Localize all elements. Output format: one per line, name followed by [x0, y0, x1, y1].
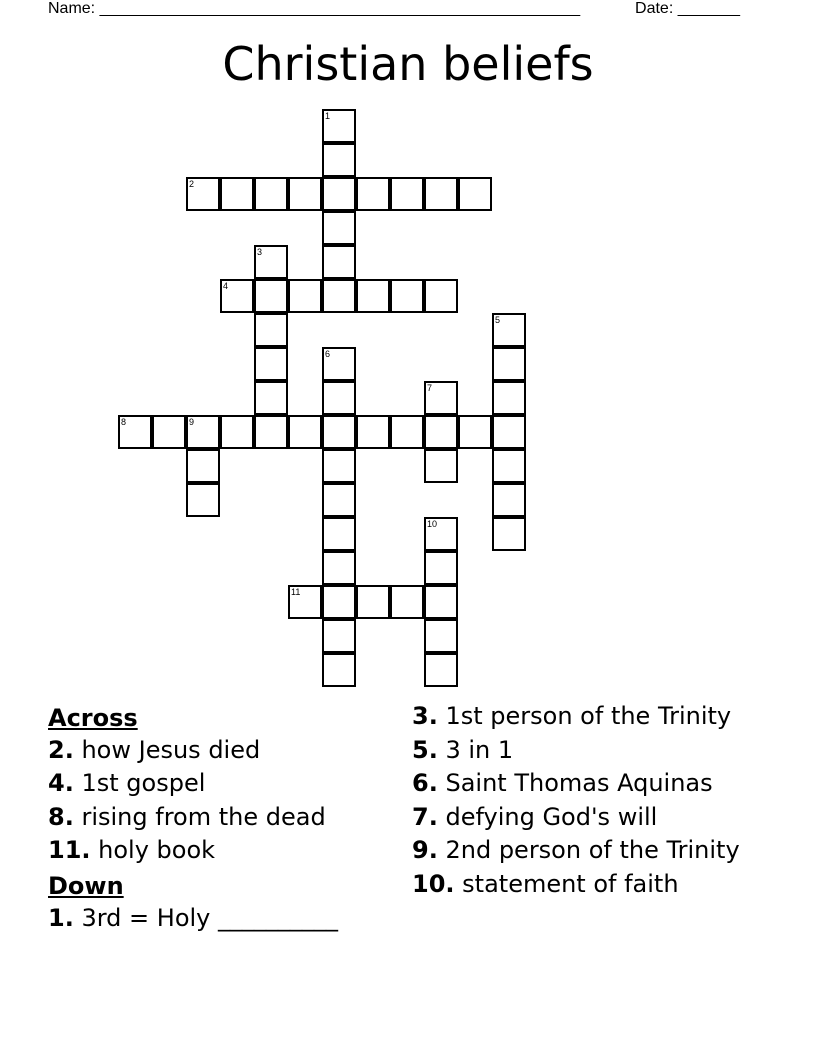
clue-number: 7: [427, 383, 433, 393]
down-clue-list-right: [412, 702, 752, 898]
crossword-cell[interactable]: [492, 517, 526, 551]
crossword-cell[interactable]: [424, 415, 458, 449]
clue-item: [412, 769, 752, 797]
clue-number-label: 9.: [412, 836, 438, 865]
crossword-cell[interactable]: [254, 245, 288, 279]
clues-left-column: [48, 702, 388, 937]
crossword-cell[interactable]: [322, 245, 356, 279]
clue-item: [48, 803, 388, 831]
crossword-cell[interactable]: [322, 381, 356, 415]
crossword-cell[interactable]: [492, 449, 526, 483]
crossword-cell[interactable]: [186, 177, 220, 211]
clue-item: [48, 736, 388, 764]
crossword-cell[interactable]: [390, 279, 424, 313]
crossword-cell[interactable]: [492, 483, 526, 517]
crossword-cell[interactable]: [322, 517, 356, 551]
clue-number: 3: [257, 247, 263, 257]
clue-number: 4: [223, 281, 229, 291]
crossword-cell[interactable]: [186, 415, 220, 449]
clue-item: [48, 769, 388, 797]
clue-number: 2: [189, 179, 195, 189]
crossword-cell[interactable]: [220, 279, 254, 313]
clue-text: 3rd = Holy __________: [81, 903, 339, 932]
crossword-cell[interactable]: [322, 415, 356, 449]
crossword-cell[interactable]: [322, 483, 356, 517]
crossword-cell[interactable]: [492, 347, 526, 381]
clue-text: statement of faith: [462, 869, 679, 898]
crossword-cell[interactable]: [356, 415, 390, 449]
crossword-cell[interactable]: [424, 585, 458, 619]
crossword-cell[interactable]: [254, 313, 288, 347]
clue-item: [412, 702, 752, 730]
clue-number-label: 3.: [412, 702, 438, 730]
crossword-cell[interactable]: [492, 415, 526, 449]
clue-number: 1: [325, 111, 331, 121]
crossword-cell[interactable]: [220, 415, 254, 449]
crossword-cell[interactable]: [356, 177, 390, 211]
clue-text: rising from the dead: [81, 802, 326, 831]
crossword-cell[interactable]: [356, 585, 390, 619]
clue-number-label: 2.: [48, 735, 74, 764]
crossword-cell[interactable]: [424, 517, 458, 551]
crossword-cell[interactable]: [254, 415, 288, 449]
across-clue-list: [48, 736, 388, 865]
crossword-cell[interactable]: [288, 279, 322, 313]
crossword-cell[interactable]: [492, 381, 526, 415]
crossword-cell[interactable]: [254, 177, 288, 211]
crossword-cell[interactable]: [390, 415, 424, 449]
crossword-cell[interactable]: [288, 415, 322, 449]
crossword-cell[interactable]: [492, 313, 526, 347]
date-field-label: Date: _______: [635, 0, 740, 17]
crossword-cell[interactable]: [254, 381, 288, 415]
clue-number-label: 5.: [412, 735, 438, 764]
clue-item: [48, 836, 388, 864]
crossword-cell[interactable]: [356, 279, 390, 313]
clue-item: [412, 870, 752, 898]
clue-item: [412, 736, 752, 764]
clue-text: holy book: [98, 836, 216, 865]
crossword-cell[interactable]: [322, 143, 356, 177]
crossword-cell[interactable]: [458, 177, 492, 211]
clue-item: [412, 803, 752, 831]
crossword-cell[interactable]: [424, 653, 458, 687]
clue-number-label: 4.: [48, 769, 74, 798]
crossword-cell[interactable]: [424, 551, 458, 585]
clue-number-label: 10.: [412, 869, 455, 898]
clue-number-label: 1.: [48, 903, 74, 932]
crossword-cell[interactable]: [322, 109, 356, 143]
crossword-cell[interactable]: [424, 619, 458, 653]
clues-right-column: [412, 702, 752, 904]
crossword-cell[interactable]: [322, 279, 356, 313]
clue-number: 6: [325, 349, 331, 359]
clue-text: Saint Thomas Aquinas: [445, 769, 713, 798]
crossword-cell[interactable]: [254, 279, 288, 313]
clue-number: 11: [291, 587, 301, 597]
crossword-cell[interactable]: [186, 483, 220, 517]
crossword-cell[interactable]: [424, 177, 458, 211]
crossword-cell[interactable]: [458, 415, 492, 449]
page-title: Christian beliefs: [222, 37, 594, 91]
clue-item: [48, 904, 388, 932]
crossword-cell[interactable]: [254, 347, 288, 381]
crossword-cell[interactable]: [118, 415, 152, 449]
crossword-cell[interactable]: [390, 177, 424, 211]
clue-number-label: 11.: [48, 836, 91, 865]
clue-item: [412, 836, 752, 864]
crossword-cell[interactable]: [322, 211, 356, 245]
clue-number-label: 7.: [412, 802, 438, 831]
crossword-cell[interactable]: [186, 449, 220, 483]
crossword-cell[interactable]: [424, 279, 458, 313]
crossword-cell[interactable]: [322, 585, 356, 619]
clue-number-label: 6.: [412, 769, 438, 798]
clue-number: 5: [495, 315, 501, 325]
crossword-cell[interactable]: [424, 449, 458, 483]
clue-text: 2nd person of the Trinity: [445, 836, 740, 865]
clue-number: 8: [121, 417, 127, 427]
crossword-cell[interactable]: [152, 415, 186, 449]
crossword-cell[interactable]: [322, 551, 356, 585]
crossword-cell[interactable]: [322, 653, 356, 687]
crossword-cell[interactable]: [424, 381, 458, 415]
crossword-cell[interactable]: [322, 449, 356, 483]
crossword-cell[interactable]: [322, 177, 356, 211]
clue-text: how Jesus died: [81, 735, 261, 764]
clue-text: 1st person of the Trinity: [445, 702, 732, 730]
clue-number: 10: [427, 519, 438, 529]
crossword-cell[interactable]: [288, 585, 322, 619]
name-field-label: Name: ______________________________________________________: [48, 0, 581, 17]
clue-text: 1st gospel: [81, 769, 206, 798]
clue-number: 9: [189, 417, 195, 427]
down-clue-list-left: [48, 904, 388, 932]
down-heading: Down: [48, 871, 124, 900]
clue-number-label: 8.: [48, 802, 74, 831]
clue-text: defying God's will: [445, 802, 658, 831]
crossword-cell[interactable]: [390, 585, 424, 619]
crossword-cell[interactable]: [288, 177, 322, 211]
crossword-cell[interactable]: [322, 347, 356, 381]
crossword-cell[interactable]: [220, 177, 254, 211]
across-heading: Across: [48, 704, 138, 732]
clue-text: 3 in 1: [445, 735, 514, 764]
crossword-cell[interactable]: [322, 619, 356, 653]
